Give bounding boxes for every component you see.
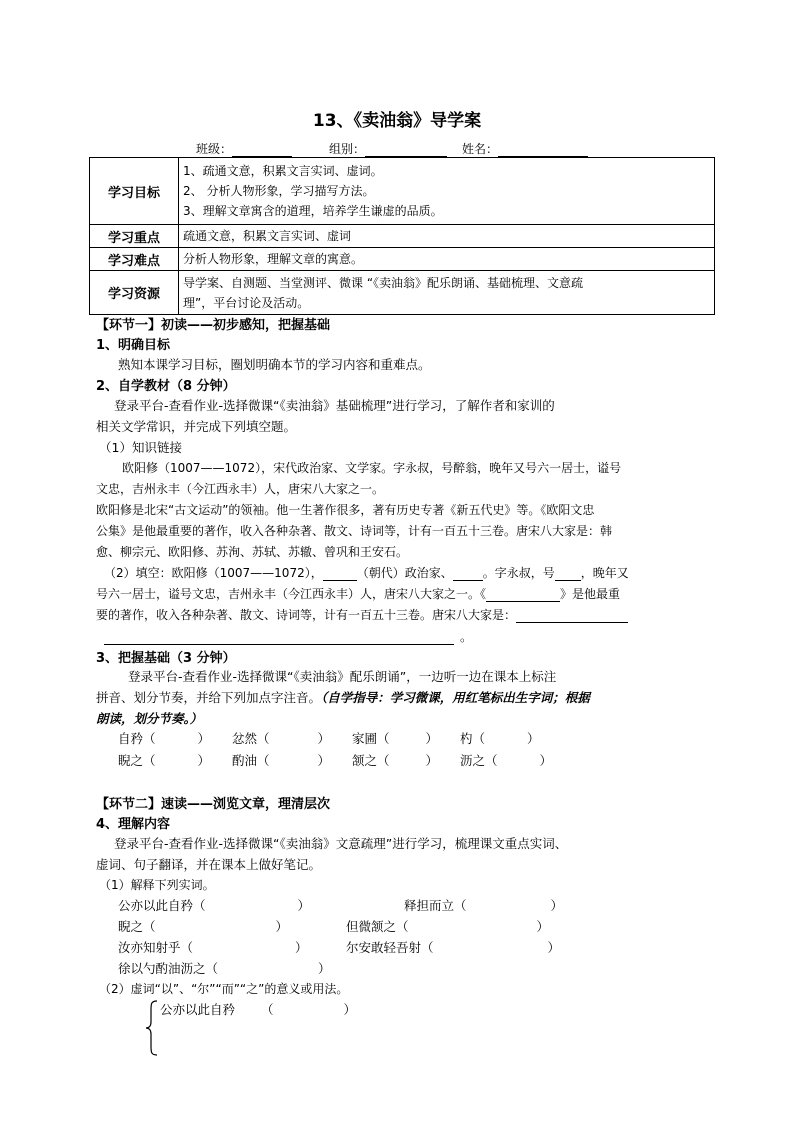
word-text: 睨之（ [118, 919, 156, 934]
word-close: ） [318, 961, 331, 976]
row-body: 疏通文意，积累文言实词、虚词 [179, 225, 715, 248]
name-field [462, 140, 588, 157]
section2-heading: 【环节二】速读——浏览文章，理清层次 [96, 797, 331, 812]
s1-title: 1、明确目标 [96, 338, 171, 353]
link-line: 公集》是他最重要的著作，收入各种杂著、散文、诗词等，计有一百五十三卷。唐宋八大家是：韩 [96, 524, 613, 538]
word-text: 尔安敢轻吾射（ [346, 940, 434, 955]
pinyin-item: 沥之（ [460, 753, 498, 768]
row-body: 分析人物形象，理解文章的寓意。 [179, 248, 715, 271]
knowledge-link-label: （1）知识链接 [99, 440, 182, 455]
pinyin-item: 忿然（ [232, 731, 270, 746]
word-text: 但微颔之（ [346, 919, 409, 934]
row-line: 1、疏通文意，积累文言实词、虚词。 [183, 164, 383, 178]
hao-blank[interactable] [555, 568, 581, 581]
class-blank[interactable] [232, 144, 292, 157]
xuci-open: （ [261, 1002, 274, 1017]
row-line: 理”，平台讨论及活动。 [183, 295, 310, 310]
pinyin-close: ） [527, 731, 540, 746]
row-body [179, 158, 715, 225]
s4-title: 4、理解内容 [96, 817, 171, 832]
pinyin-item: 酌油（ [232, 753, 270, 768]
pinyin-close: ） [425, 753, 439, 768]
pinyin-close: ） [317, 731, 331, 746]
word-close: ） [297, 898, 311, 913]
pinyin-close: ） [197, 731, 211, 746]
fill-text: （2）填空：欧阳修（1007——1072）， [104, 566, 323, 580]
fill-text: 号六一居士，谥号文忠，吉州永丰（今江西永丰）人，唐宋八大家之一。《 [96, 587, 487, 601]
group-blank[interactable] [365, 144, 447, 157]
group-label: 组别： [329, 142, 366, 156]
eight-masters-blank[interactable] [516, 610, 628, 623]
link-line: 文忠，吉州永丰（今江西永丰）人，唐宋八大家之一。 [96, 482, 385, 496]
role-blank[interactable] [453, 568, 483, 581]
shici-label: （1）解释下列实词。 [99, 878, 215, 892]
fill-line-1 [104, 564, 629, 581]
word-item [346, 938, 560, 956]
s2-text2: 相关文学常识，并完成下列填空题。 [96, 419, 297, 434]
word-item [118, 896, 310, 914]
pinyin-row [118, 729, 540, 747]
s4-text1: 登录平台-查看作业-选择微课“《卖油翁》文意疏理”进行学习，梳理课文重点实词、 [114, 836, 568, 851]
pinyin-item: 自矜（ [118, 731, 156, 746]
word-text: 徐以勺酌油沥之（ [118, 961, 219, 976]
s4-text2: 虚词、句子翻译，并在课本上做好笔记。 [96, 857, 322, 872]
dynasty-blank[interactable] [323, 568, 357, 581]
row-line: 导学案、自测题、当堂测评、微课 “《卖油翁》配乐朗诵、基础梳理、文意疏 [183, 275, 584, 290]
pinyin-close: ） [317, 753, 331, 768]
row-line: 3、理解文章寓含的道理，培养学生谦虚的品质。 [183, 204, 443, 218]
word-item [346, 917, 549, 935]
section1-heading: 【环节一】初读——初步感知，把握基础 [96, 318, 331, 333]
table-row [90, 225, 715, 248]
page-title: 13、《卖油翁》导学案 [312, 111, 482, 131]
link-line: 欧阳修（1007——1072），宋代政治家、文学家。字永叔，号醉翁，晚年又号六一居士，谥号 [122, 461, 622, 475]
pinyin-item: 睨之（ [118, 753, 156, 768]
s2-text1: 登录平台-查看作业-选择微课“《卖油翁》基础梳理”进行学习，了解作者和家训的 [114, 398, 555, 413]
group-field [329, 140, 447, 157]
row-head: 学习重点 [90, 225, 179, 248]
row-head: 学习资源 [90, 271, 179, 315]
self-study-guide: （自学指导：学习微课，用红笔标出生字词；根据 [321, 690, 590, 705]
s1-text: 熟知本课学习目标，圈划明确本节的学习内容和重难点。 [118, 357, 431, 372]
pinyin-row [118, 751, 552, 769]
fill-line-4 [104, 627, 473, 645]
word-close: ） [550, 898, 564, 913]
pinyin-close: ） [197, 753, 211, 768]
word-text: 释担而立（ [404, 898, 467, 913]
word-close: ） [295, 940, 308, 955]
book-blank[interactable] [486, 589, 560, 602]
row-body [179, 271, 715, 315]
fill-text: 。字永叔，号 [482, 566, 555, 580]
goals-table [89, 157, 715, 315]
pinyin-item: 颔之（ [352, 753, 390, 768]
fill-line-2 [96, 585, 620, 602]
fill-text: （朝代）政治家、 [356, 566, 453, 580]
link-line: 欧阳修是北宋“古文运动”的领袖。他一生著作很多，著有历史专著《新五代史》等。《欧阳文忠 [96, 503, 595, 517]
s3-text2-main: 拼音、划分节奏，并给下列加点字注音。 [96, 690, 322, 705]
s3-title: 3、把握基础（3 分钟） [96, 651, 236, 666]
left-brace-icon [146, 1000, 158, 1056]
word-close: ） [547, 940, 561, 955]
class-label: 班级： [196, 142, 233, 156]
row-head: 学习难点 [90, 248, 179, 271]
word-item [404, 896, 563, 914]
xuci-close: ） [343, 1002, 357, 1017]
s2-title: 2、自学教材（8 分钟） [96, 379, 236, 394]
fill-text: 要的著作，收入各种杂著、散文、诗词等，计有一百五十三卷。唐宋八大家是： [96, 608, 517, 622]
table-row [90, 248, 715, 271]
word-text: 汝亦知射乎（ [118, 940, 194, 955]
name-blank[interactable] [498, 144, 588, 157]
table-row [90, 158, 715, 225]
row-head: 学习目标 [90, 158, 179, 225]
word-item [118, 959, 331, 977]
fill-text: 》是他最重 [560, 587, 621, 601]
xuci-label: （2）虚词“以”、“尔”“而”“之”的意义或用法。 [99, 982, 349, 996]
fill-text: ，晚年又 [580, 566, 629, 580]
self-study-guide-2: 朗读，划分节奏。） [96, 711, 203, 726]
fill-text: 。 [460, 629, 473, 644]
word-text: 公亦以此自矜（ [118, 898, 206, 913]
word-close: ） [536, 919, 550, 934]
table-row [90, 271, 715, 315]
name-label: 姓名： [462, 142, 499, 156]
link-line: 愈、柳宗元、欧阳修、苏洵、苏轼、苏辙、曾巩和王安石。 [96, 545, 409, 559]
pinyin-item: 家圃（ [352, 731, 390, 746]
word-item [118, 938, 308, 956]
row-line: 2、 分析人物形象，学习描写方法。 [183, 184, 375, 198]
xuci-item [160, 1000, 356, 1018]
fill-line-3 [96, 606, 628, 623]
eight-masters-blank-2[interactable] [104, 632, 454, 645]
pinyin-close: ） [539, 753, 553, 768]
pinyin-item: 杓（ [460, 731, 486, 746]
xuci-text: 公亦以此自矜 [160, 1002, 236, 1017]
word-close: ） [275, 919, 289, 934]
s3-text2 [96, 688, 590, 706]
word-item [118, 917, 288, 935]
pinyin-close: ） [425, 731, 439, 746]
class-field [196, 140, 292, 157]
s3-text1: 登录平台-查看作业-选择微课“《卖油翁》配乐朗诵”，一边听一边在课本上标注 [128, 669, 557, 684]
